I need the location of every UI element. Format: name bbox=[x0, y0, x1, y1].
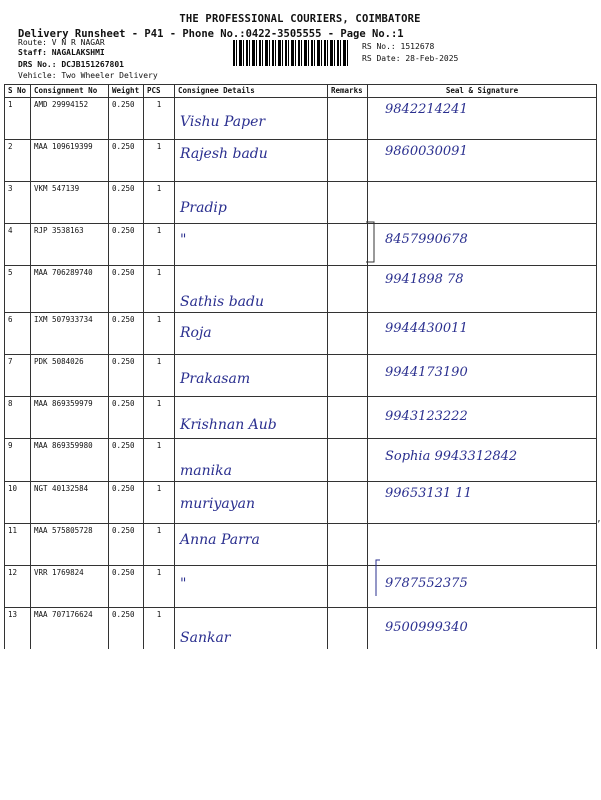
cell-weight: 0.250 bbox=[109, 224, 144, 266]
cell-sno: 7 bbox=[5, 355, 31, 397]
consignee-handwriting: muriyayan bbox=[180, 496, 255, 512]
staff-label: Staff: bbox=[18, 48, 47, 57]
cell-pcs: 1 bbox=[144, 566, 175, 608]
consignee-handwriting: Roja bbox=[180, 325, 212, 341]
cell-pcs: 1 bbox=[144, 266, 175, 313]
cell-consignment-no: VKM 547139 bbox=[31, 182, 109, 224]
consignee-handwriting: Sathis badu bbox=[180, 294, 264, 310]
signature-handwriting: 9500999340 bbox=[385, 620, 468, 635]
cell-pcs: 1 bbox=[144, 313, 175, 355]
cell-sno: 6 bbox=[5, 313, 31, 355]
cell-weight: 0.250 bbox=[109, 524, 144, 566]
cell-sno: 5 bbox=[5, 266, 31, 313]
cell-consignment-no: MAA 869359980 bbox=[31, 439, 109, 482]
cell-pcs: 1 bbox=[144, 182, 175, 224]
signature-handwriting: 9787552375 bbox=[385, 576, 468, 591]
cell-consignment-no: MAA 575805728 bbox=[31, 524, 109, 566]
signature-handwriting: 9860030091 bbox=[385, 144, 468, 159]
cell-sno: 11 bbox=[5, 524, 31, 566]
margin-mark: ’ bbox=[596, 520, 601, 530]
col-consignment: Consignment No bbox=[31, 85, 109, 98]
cell-weight: 0.250 bbox=[109, 140, 144, 182]
cell-consignment-no: MAA 869359979 bbox=[31, 397, 109, 439]
vehicle-value: Two Wheeler Delivery bbox=[61, 71, 158, 80]
consignee-handwriting: Anna Parra bbox=[180, 532, 260, 548]
drs-value: DCJB151267801 bbox=[61, 60, 124, 69]
runsheet-title: Delivery Runsheet - P41 - Phone No.:0422-3505555 - Page No.:1 bbox=[18, 28, 404, 40]
col-sno: S No bbox=[5, 85, 31, 98]
company-title: THE PROFESSIONAL COURIERS, COIMBATORE bbox=[179, 13, 421, 25]
cell-sno: 12 bbox=[5, 566, 31, 608]
cell-weight: 0.250 bbox=[109, 313, 144, 355]
cell-weight: 0.250 bbox=[109, 566, 144, 608]
cell-sno: 4 bbox=[5, 224, 31, 266]
cell-consignment-no: NGT 40132584 bbox=[31, 482, 109, 524]
cell-pcs: 1 bbox=[144, 608, 175, 650]
cell-pcs: 1 bbox=[144, 397, 175, 439]
cell-weight: 0.250 bbox=[109, 482, 144, 524]
rs-date-label: RS Date: bbox=[362, 54, 401, 63]
cell-pcs: 1 bbox=[144, 439, 175, 482]
drs-label: DRS No.: bbox=[18, 60, 57, 69]
consignee-handwriting: Sankar bbox=[180, 630, 231, 646]
cell-weight: 0.250 bbox=[109, 355, 144, 397]
consignee-handwriting: " bbox=[180, 232, 187, 248]
cell-consignment-no: RJP 3538163 bbox=[31, 224, 109, 266]
bracket-mark-2 bbox=[376, 560, 380, 596]
signature-handwriting: 8457990678 bbox=[385, 232, 468, 247]
cell-sno: 13 bbox=[5, 608, 31, 650]
col-remarks: Remarks bbox=[328, 85, 368, 98]
cell-consignment-no: PDK 5084026 bbox=[31, 355, 109, 397]
cell-consignment-no: MAA 109619399 bbox=[31, 140, 109, 182]
consignee-handwriting: manika bbox=[180, 463, 232, 479]
signature-handwriting: 9944430011 bbox=[385, 321, 468, 336]
cell-sno: 3 bbox=[5, 182, 31, 224]
signature-handwriting: 99653131 11 bbox=[385, 486, 472, 501]
col-consignee: Consignee Details bbox=[175, 85, 328, 98]
signature-handwriting: 9842214241 bbox=[385, 102, 468, 117]
cell-pcs: 1 bbox=[144, 224, 175, 266]
cell-pcs: 1 bbox=[144, 140, 175, 182]
cell-pcs: 1 bbox=[144, 98, 175, 140]
cell-consignment-no: VRR 1769824 bbox=[31, 566, 109, 608]
cell-weight: 0.250 bbox=[109, 439, 144, 482]
cell-sno: 2 bbox=[5, 140, 31, 182]
route-label: Route: bbox=[18, 38, 47, 47]
bracket-mark bbox=[366, 222, 374, 262]
cell-consignment-no: IXM 507933734 bbox=[31, 313, 109, 355]
consignee-handwriting: Rajesh badu bbox=[180, 146, 268, 162]
cell-consignment-no: AMD 29994152 bbox=[31, 98, 109, 140]
staff-value: NAGALAKSHMI bbox=[51, 48, 105, 57]
cell-pcs: 1 bbox=[144, 482, 175, 524]
cell-consignment-no: MAA 706289740 bbox=[31, 266, 109, 313]
cell-weight: 0.250 bbox=[109, 608, 144, 650]
cell-sno: 1 bbox=[5, 98, 31, 140]
consignee-handwriting: Vishu Paper bbox=[180, 114, 266, 130]
col-signature: Seal & Signature bbox=[368, 85, 597, 98]
cell-weight: 0.250 bbox=[109, 397, 144, 439]
cell-pcs: 1 bbox=[144, 355, 175, 397]
col-weight: Weight bbox=[109, 85, 144, 98]
signature-handwriting: 9941898 78 bbox=[385, 272, 464, 287]
cell-weight: 0.250 bbox=[109, 266, 144, 313]
cell-sno: 8 bbox=[5, 397, 31, 439]
col-pcs: PCS bbox=[144, 85, 175, 98]
signature-handwriting: 9944173190 bbox=[385, 365, 468, 380]
consignee-handwriting: Prakasam bbox=[180, 371, 251, 387]
consignee-handwriting: " bbox=[180, 576, 187, 592]
signature-handwriting: 9943123222 bbox=[385, 409, 468, 424]
rs-no-label: RS No.: bbox=[362, 42, 396, 51]
cell-sno: 9 bbox=[5, 439, 31, 482]
rs-no-value: 1512678 bbox=[400, 42, 435, 51]
cell-weight: 0.250 bbox=[109, 182, 144, 224]
vehicle-label: Vehicle: bbox=[18, 71, 57, 80]
route-value: V N R NAGAR bbox=[51, 38, 105, 47]
rs-date-value: 28-Feb-2025 bbox=[405, 54, 459, 63]
cell-sno: 10 bbox=[5, 482, 31, 524]
cell-pcs: 1 bbox=[144, 524, 175, 566]
signature-handwriting: Sophia 9943312842 bbox=[385, 449, 518, 464]
cell-consignment-no: MAA 707176624 bbox=[31, 608, 109, 650]
consignee-handwriting: Krishnan Aub bbox=[180, 417, 277, 433]
consignee-handwriting: Pradip bbox=[180, 200, 227, 216]
cell-weight: 0.250 bbox=[109, 98, 144, 140]
